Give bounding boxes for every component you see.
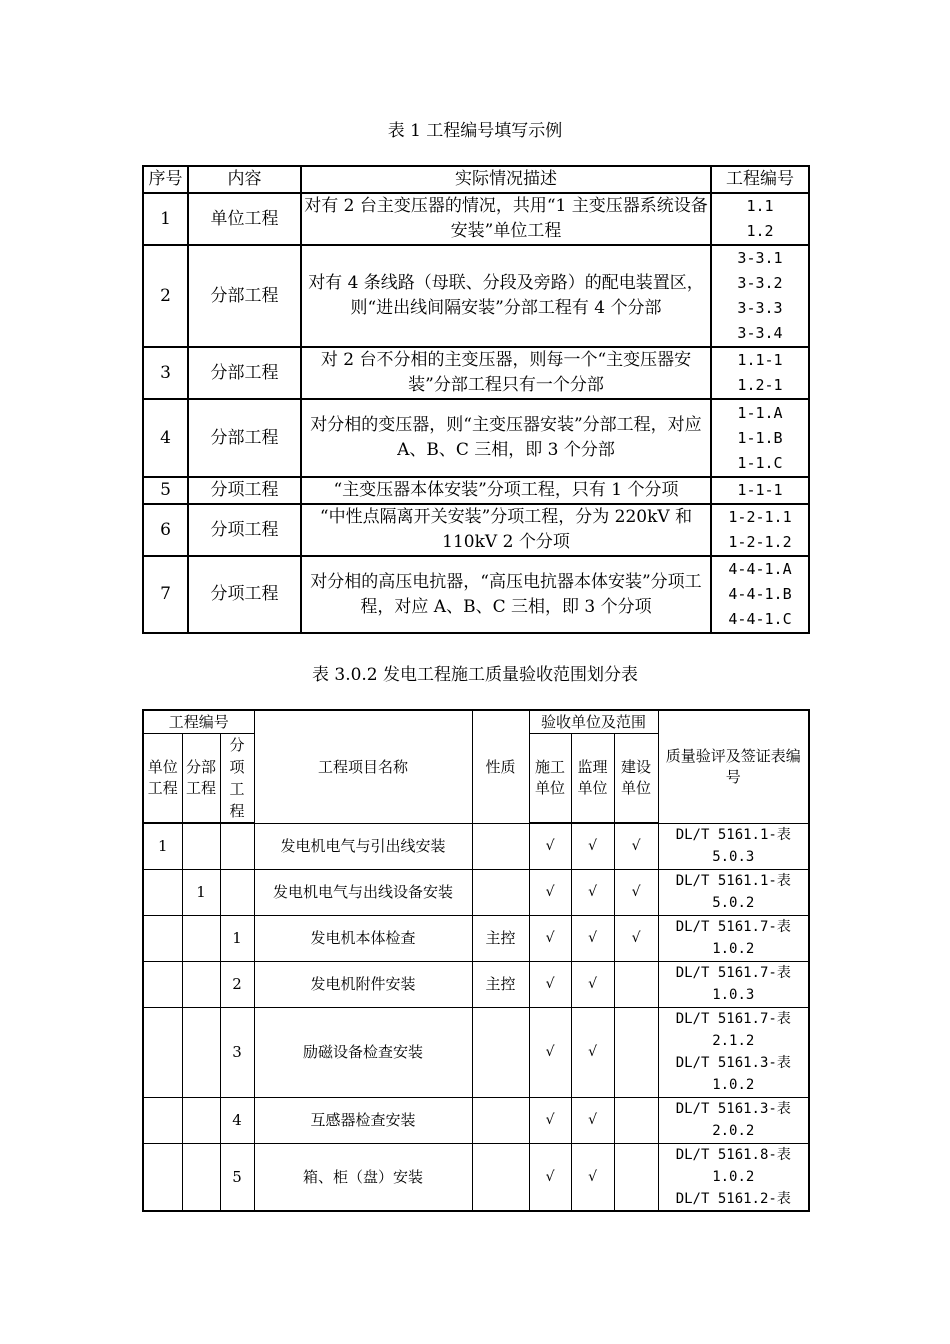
row-check-construct: √ xyxy=(529,823,571,869)
form-line: DL/T 5161.3-表 xyxy=(675,1101,791,1117)
code-line: 4-4-1.A xyxy=(728,560,792,578)
row-codes xyxy=(711,347,809,399)
row-forms xyxy=(658,1097,809,1143)
table2-row xyxy=(143,1007,809,1097)
row-desc: 对有 2 台主变压器的情况，共用“1 主变压器系统设备安装”单位工程 xyxy=(301,193,711,245)
row-nature xyxy=(472,1007,529,1097)
form-line: DL/T 5161.1-表 xyxy=(675,873,791,889)
header-construct: 施工单位 xyxy=(529,734,571,824)
form-line: 2.1.2 xyxy=(712,1033,755,1049)
table1-header-row xyxy=(143,166,809,193)
form-line: 2.0.2 xyxy=(712,1123,755,1139)
row-check-supervise: √ xyxy=(571,915,614,961)
row-unit xyxy=(143,915,182,961)
table2-header-row-1 xyxy=(143,710,809,734)
form-line: 1.0.2 xyxy=(712,1168,755,1185)
row-content: 分部工程 xyxy=(188,399,301,477)
row-content: 分部工程 xyxy=(188,245,301,347)
row-part xyxy=(182,915,220,961)
row-name: 发电机电气与出线设备安装 xyxy=(254,869,472,915)
row-codes xyxy=(711,193,809,245)
row-item: 4 xyxy=(220,1097,254,1143)
row-item: 2 xyxy=(220,961,254,1007)
row-check-supervise: √ xyxy=(571,1143,614,1211)
row-no: 2 xyxy=(143,245,188,347)
row-name: 励磁设备检查安装 xyxy=(254,1007,472,1097)
row-name: 发电机电气与引出线安装 xyxy=(254,823,472,869)
table1-row xyxy=(143,347,809,399)
row-part xyxy=(182,961,220,1007)
row-nature xyxy=(472,1143,529,1211)
row-name: 箱、柜（盘）安装 xyxy=(254,1143,472,1211)
row-forms xyxy=(658,869,809,915)
table2-caption: 表 3.0.2 发电工程施工质量验收范围划分表 xyxy=(311,665,639,685)
row-unit: 1 xyxy=(143,823,182,869)
row-nature: 主控 xyxy=(472,915,529,961)
form-line: DL/T 5161.7-表 xyxy=(675,919,791,935)
row-codes xyxy=(711,477,809,504)
row-desc: 对分相的高压电抗器，“高压电抗器本体安装”分项工程，对应 A、B、C 三相，即 3 个分项 xyxy=(301,556,711,633)
row-nature: 主控 xyxy=(472,961,529,1007)
row-nature xyxy=(472,869,529,915)
row-content: 分项工程 xyxy=(188,556,301,633)
row-check-build: √ xyxy=(614,915,658,961)
row-check-supervise: √ xyxy=(571,1007,614,1097)
row-check-construct: √ xyxy=(529,1007,571,1097)
table2 xyxy=(142,709,810,1212)
code-line: 1-2-1.2 xyxy=(728,533,792,551)
code-line: 3-3.4 xyxy=(737,324,783,342)
table1 xyxy=(142,165,810,634)
row-no: 6 xyxy=(143,504,188,556)
row-check-construct: √ xyxy=(529,869,571,915)
form-line: DL/T 5161.3-表 xyxy=(675,1055,791,1071)
table1-row xyxy=(143,504,809,556)
form-line: DL/T 5161.7-表 xyxy=(675,1011,791,1027)
form-line: DL/T 5161.1-表 xyxy=(675,827,791,843)
row-part xyxy=(182,823,220,869)
header-part: 分部工程 xyxy=(182,734,220,824)
row-item: 3 xyxy=(220,1007,254,1097)
table1-row xyxy=(143,477,809,504)
header-content: 内容 xyxy=(188,166,301,193)
header-code: 工程编号 xyxy=(711,166,809,193)
table2-row xyxy=(143,823,809,869)
code-line: 1-2-1.1 xyxy=(728,508,792,526)
code-line: 1-1.A xyxy=(737,403,783,422)
form-line: 1.0.2 xyxy=(712,1077,755,1093)
header-name: 工程项目名称 xyxy=(254,710,472,823)
code-line: 1.2-1 xyxy=(737,376,783,394)
row-part: 1 xyxy=(182,869,220,915)
table1-row xyxy=(143,245,809,347)
row-nature xyxy=(472,823,529,869)
row-check-build: √ xyxy=(614,823,658,869)
form-line: 1.0.2 xyxy=(712,941,755,957)
row-unit xyxy=(143,1097,182,1143)
row-unit xyxy=(143,1143,182,1211)
row-part xyxy=(182,1143,220,1211)
header-form: 质量验评及签证表编号 xyxy=(658,710,809,823)
row-check-build xyxy=(614,961,658,1007)
form-line: 1.0.3 xyxy=(712,987,755,1003)
row-codes xyxy=(711,399,809,477)
row-content: 分部工程 xyxy=(188,347,301,399)
header-nature: 性质 xyxy=(472,710,529,823)
header-build: 建设单位 xyxy=(614,734,658,824)
row-item: 1 xyxy=(220,915,254,961)
header-accept-group: 验收单位及范围 xyxy=(529,710,658,734)
row-check-construct: √ xyxy=(529,961,571,1007)
table2-row xyxy=(143,1097,809,1143)
header-supervise: 监理单位 xyxy=(571,734,614,824)
code-line: 3-3.2 xyxy=(737,274,783,292)
form-line: DL/T 5161.8-表 xyxy=(675,1146,791,1163)
table2-row xyxy=(143,869,809,915)
row-desc: 对分相的变压器，则“主变压器安装”分部工程，对应 A、B、C 三相，即 3 个分部 xyxy=(301,399,711,477)
code-line: 1-1-1 xyxy=(737,481,783,499)
row-forms xyxy=(658,1143,809,1211)
table2-body xyxy=(143,710,809,1211)
row-check-supervise: √ xyxy=(571,823,614,869)
row-desc: 对有 4 条线路（母联、分段及旁路）的配电装置区，则“进出线间隔安装”分部工程有 4 个分部 xyxy=(301,245,711,347)
row-name: 发电机本体检查 xyxy=(254,915,472,961)
form-line: DL/T 5161.2-表 xyxy=(675,1190,791,1207)
table1-row xyxy=(143,193,809,245)
row-desc: “中性点隔离开关安装”分项工程，分为 220kV 和 110kV 2 个分项 xyxy=(301,504,711,556)
row-codes xyxy=(711,245,809,347)
row-no: 1 xyxy=(143,193,188,245)
table1-row xyxy=(143,556,809,633)
form-line: DL/T 5161.7-表 xyxy=(675,965,791,981)
row-no: 5 xyxy=(143,477,188,504)
row-check-supervise: √ xyxy=(571,961,614,1007)
row-check-build: √ xyxy=(614,869,658,915)
row-check-construct: √ xyxy=(529,915,571,961)
code-line: 1-1.B xyxy=(737,428,783,447)
row-name: 互感器检查安装 xyxy=(254,1097,472,1143)
row-content: 单位工程 xyxy=(188,193,301,245)
row-check-construct: √ xyxy=(529,1143,571,1211)
row-desc: “主变压器本体安装”分项工程，只有 1 个分项 xyxy=(301,477,711,504)
code-line: 4-4-1.C xyxy=(728,610,792,628)
code-line: 1.2 xyxy=(746,222,774,240)
row-item xyxy=(220,869,254,915)
row-codes xyxy=(711,556,809,633)
header-no: 序号 xyxy=(143,166,188,193)
row-unit xyxy=(143,1007,182,1097)
row-content: 分项工程 xyxy=(188,477,301,504)
header-unit: 单位工程 xyxy=(143,734,182,824)
row-no: 7 xyxy=(143,556,188,633)
row-check-build xyxy=(614,1143,658,1211)
row-check-construct: √ xyxy=(529,1097,571,1143)
row-nature xyxy=(472,1097,529,1143)
row-unit xyxy=(143,961,182,1007)
code-line: 4-4-1.B xyxy=(728,585,792,603)
header-code-group: 工程编号 xyxy=(143,710,254,734)
row-forms xyxy=(658,915,809,961)
table1-row xyxy=(143,399,809,477)
form-line: 5.0.3 xyxy=(712,849,755,865)
row-name: 发电机附件安装 xyxy=(254,961,472,1007)
table2-row xyxy=(143,961,809,1007)
code-line: 1-1.C xyxy=(737,453,783,472)
row-forms xyxy=(658,823,809,869)
code-line: 3-3.3 xyxy=(737,299,783,317)
header-desc: 实际情况描述 xyxy=(301,166,711,193)
table2-row xyxy=(143,1143,809,1211)
table2-row xyxy=(143,915,809,961)
row-no: 4 xyxy=(143,399,188,477)
row-check-build xyxy=(614,1097,658,1143)
row-desc: 对 2 台不分相的主变压器，则每一个“主变压器安装”分部工程只有一个分部 xyxy=(301,347,711,399)
header-item: 分项工程 xyxy=(220,734,254,824)
code-line: 1.1-1 xyxy=(737,351,783,369)
table1-caption: 表 1 工程编号填写示例 xyxy=(387,121,563,141)
row-no: 3 xyxy=(143,347,188,399)
code-line: 1.1 xyxy=(746,197,774,215)
row-part xyxy=(182,1097,220,1143)
row-codes xyxy=(711,504,809,556)
row-item: 5 xyxy=(220,1143,254,1211)
row-check-supervise: √ xyxy=(571,869,614,915)
row-check-build xyxy=(614,1007,658,1097)
row-unit xyxy=(143,869,182,915)
row-forms xyxy=(658,1007,809,1097)
row-part xyxy=(182,1007,220,1097)
row-check-supervise: √ xyxy=(571,1097,614,1143)
table1-body xyxy=(143,166,809,633)
row-item xyxy=(220,823,254,869)
row-content: 分项工程 xyxy=(188,504,301,556)
form-line: 5.0.2 xyxy=(712,895,755,911)
code-line: 3-3.1 xyxy=(737,249,783,267)
row-forms xyxy=(658,961,809,1007)
